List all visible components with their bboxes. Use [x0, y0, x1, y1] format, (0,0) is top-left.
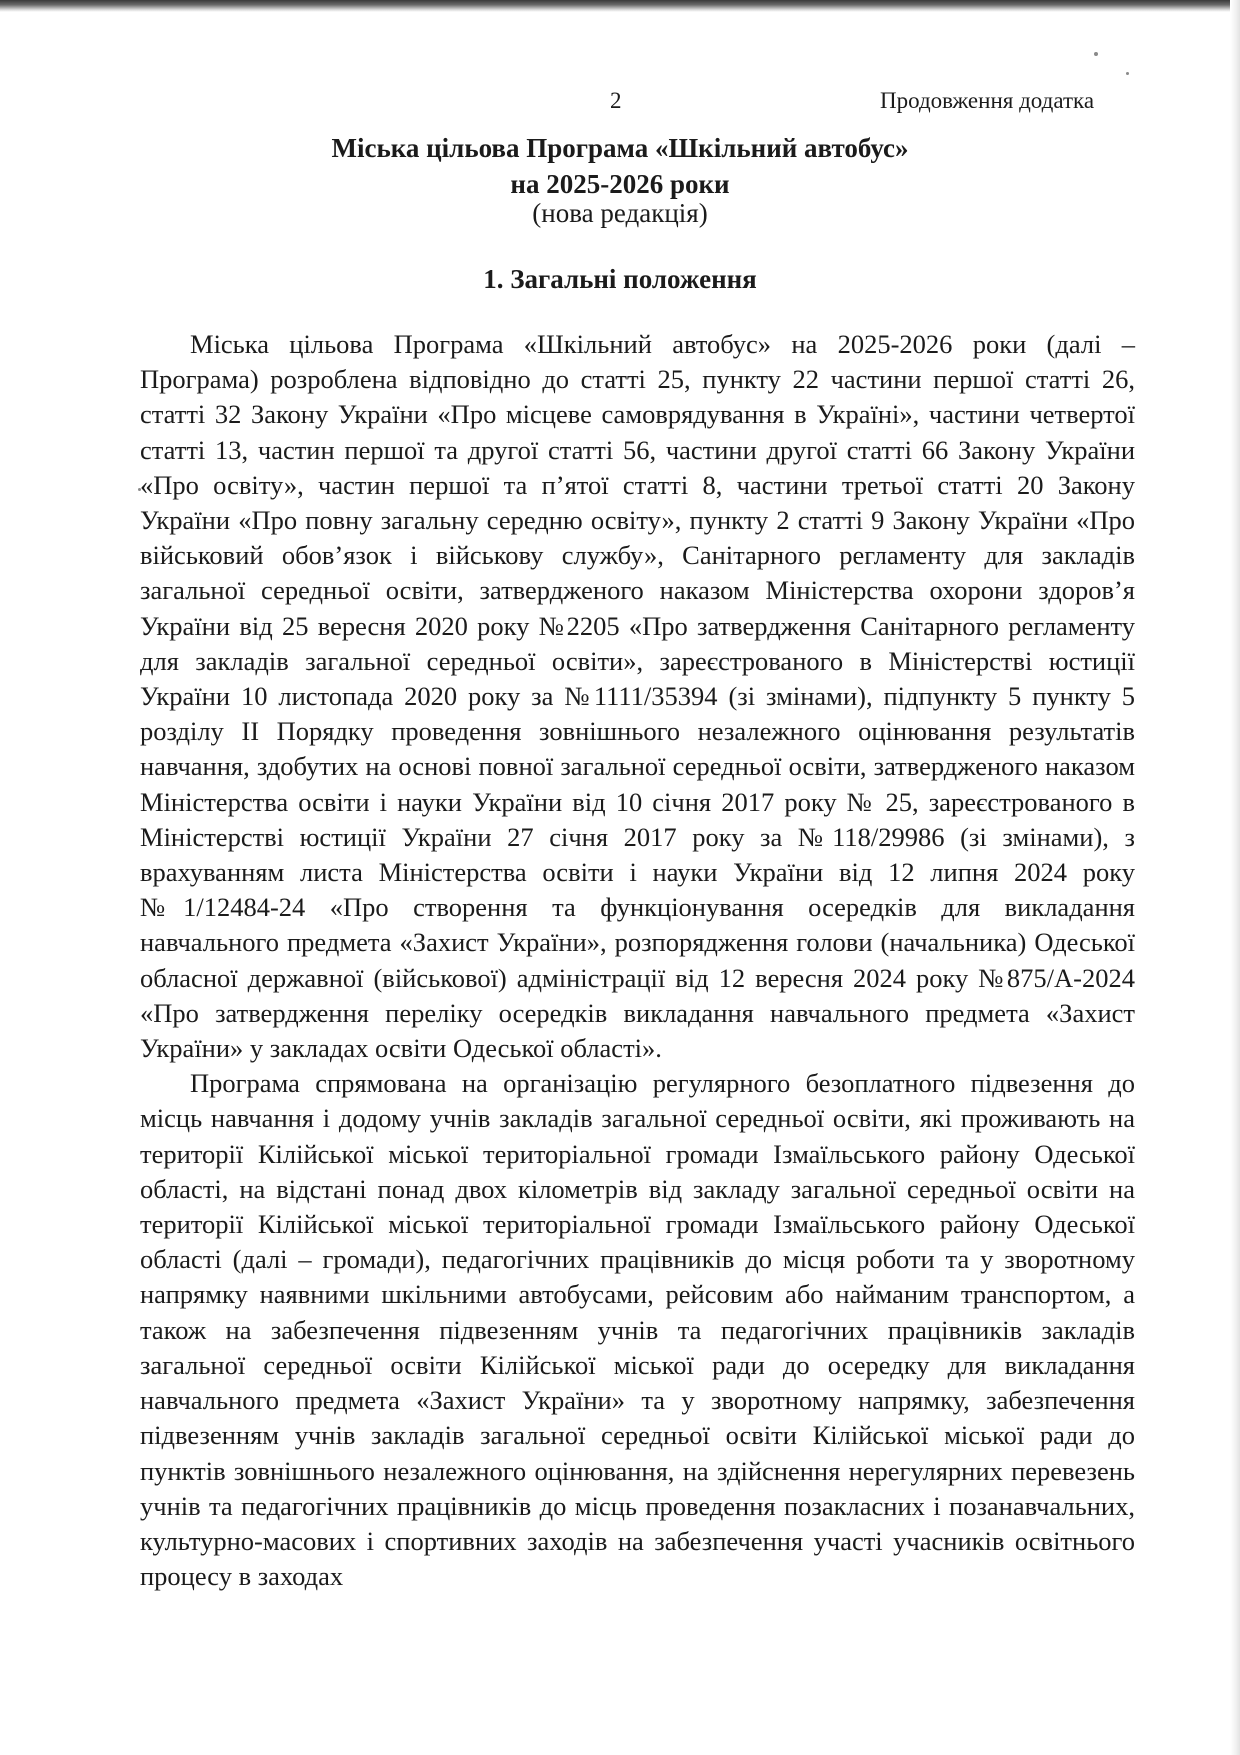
document-title [140, 130, 1100, 202]
section-body [140, 327, 1135, 1594]
paragraph-program-purpose: Програма спрямована на організацію регулярного безоплатного підвезення до місць навчання і додому учнів закладів загальної середньої освіти, які проживають на території Кілійської міської територіальної громади Ізмаїльського району Одеської області, на відстані понад двох кілометрів від закладу загальної середньої освіти на території Кілійської міської територіальної громади Ізмаїльського району Одеської області (далі – громади), педагогічних працівників до місця роботи та у зворотному напрямку наявними шкільними автобусами, рейсовим або найманим транспортом, а також на забезпечення підвезенням учнів та педагогічних працівників закладів загальної середньої освіти Кілійської міської ради до осередку для викладання навчального предмета «Захист України» та у зворотному напрямку, забезпечення підвезенням учнів закладів загальної середньої освіти Кілійської міської ради до пунктів зовнішнього незалежного оцінювання, на здійснення нерегулярних перевезень учнів та педагогічних працівників до місць проведення позакласних і позанавчальних, культурно-масових і спортивних заходів на забезпечення участі учасників освітнього процесу в заходах [140, 1068, 1135, 1592]
scan-speck [1094, 52, 1098, 56]
edition-note: (нова редакція) [532, 198, 708, 228]
section-heading: 1. Загальні положення [483, 264, 757, 294]
scan-top-edge [0, 0, 1240, 12]
page-number: 2 [610, 88, 622, 113]
paragraph-legal-basis: Міська цільова Програма «Шкільний автобус» на 2025-2026 роки (далі – Програма) розроблена відповідно до статті 25, пункту 22 частини першої статті 26, статті 32 Закону України «Про місцеве самоврядування в Україні», частини четвертої статті 13, частин першої та другої статті 56, частини другої статті 66 Закону України «Про освіту», частин першої та п’ятої статті 8, частини третьої статті 20 Закону України «Про повну загальну середню освіту», пункту 2 статті 9 Закону України «Про військовий обов’язок і військову службу», Санітарного регламенту для закладів загальної середньої освіти, затвердженого наказом Міністерства охорони здоров’я України від 25 вересня 2020 року №2205 «Про затвердження Санітарного регламенту для закладів загальної середньої освіти», зареєстрованого в Міністерстві юстиції України 10 листопада 2020 року за №1111/35394 (зі змінами), підпункту 5 пункту 5 розділу ІІ Порядку проведення зовнішнього незалежного оцінювання результатів навчання, здобутих на основі повної загальної середньої освіти, затвердженого наказом Міністерства освіти і науки України від 10 січня 2017 року № 25, зареєстрованого в Міністерстві юстиції України 27 січня 2017 року за №118/29986 (зі змінами), з врахуванням листа Міністерства освіти і науки України від 12 липня 2024 року №1/12484-24 «Про створення та функціонування осередків для викладання навчального предмета «Захист України», розпорядження голови (начальника) Одеської обласної державної (військової) адміністрації від 12 вересня 2024 року №875/А-2024 «Про затвердження переліку осередків викладання навчального предмета «Захист України» у закладах освіти Одеської області». [140, 329, 1135, 1064]
title-line-2: на 2025-2026 роки [510, 169, 730, 199]
continuation-label: Продовження додатка [880, 88, 1095, 113]
scan-speck [1126, 72, 1129, 75]
title-line-1: Міська цільова Програма «Шкільний автобус» [331, 133, 909, 163]
scan-right-edge [1230, 0, 1240, 1755]
